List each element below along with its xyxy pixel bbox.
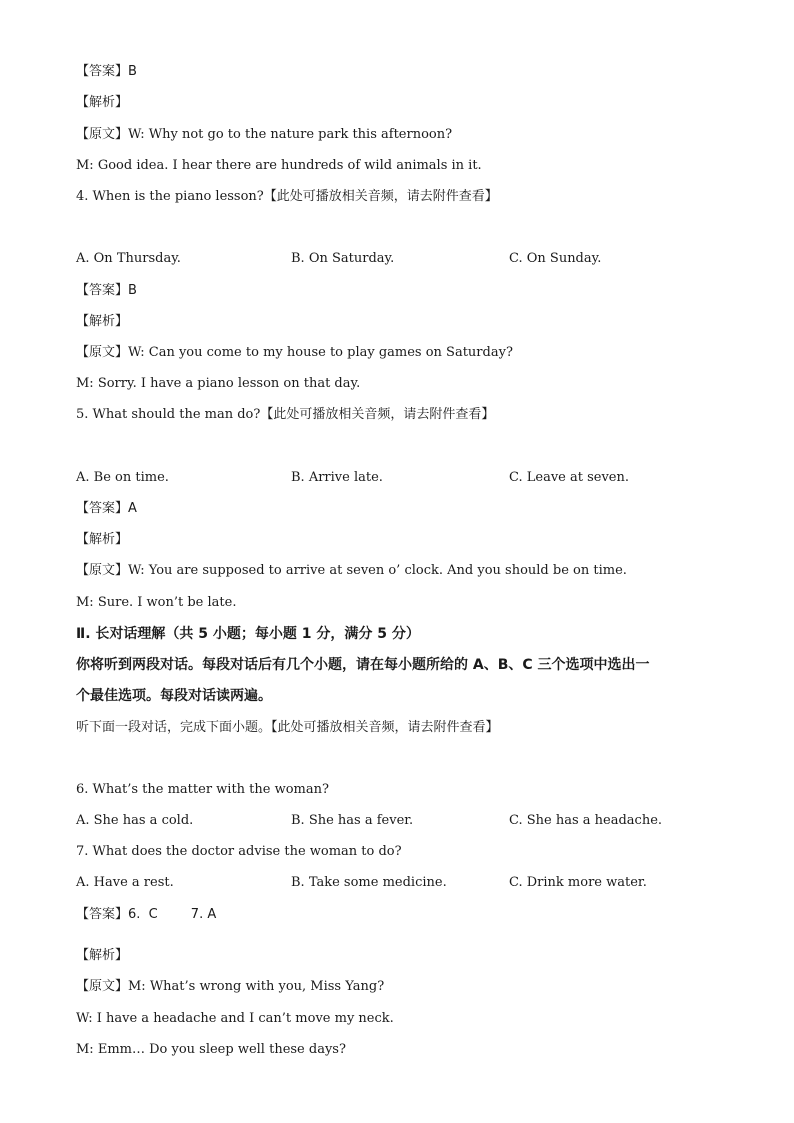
q3-answer: 【答案】B — [76, 64, 137, 79]
q5-option-c: C. Leave at seven. — [509, 470, 630, 485]
section-heading: Ⅱ. 长对话理解（共 5 小题；每小题 1 分，满分 5 分） — [76, 626, 420, 642]
q3-analysis: 【解析】 — [76, 95, 129, 110]
q7-stem: 7. What does the doctor advise the woman to do? — [76, 844, 402, 859]
q6-stem: 6. What’s the matter with the woman? — [76, 782, 329, 797]
q4-stem-line — [76, 189, 498, 205]
q7-option-b: B. Take some medicine. — [291, 875, 447, 890]
q5-option-b: B. Arrive late. — [291, 470, 383, 485]
q67-script-1: 【原文】M: What’s wrong with you, Miss Yang? — [76, 979, 385, 994]
q4-script-m: M: Sorry. I have a piano lesson on that day. — [76, 376, 361, 391]
q4-audio-note: 【此处可播放相关音频，请去附件查看】 — [263, 189, 498, 204]
q5-answer: 【答案】A — [76, 501, 137, 516]
q6-option-a: A. She has a cold. — [76, 813, 194, 828]
q7-option-a: A. Have a rest. — [76, 875, 174, 890]
q6-option-c: C. She has a headache. — [509, 813, 663, 828]
q3-script-m: M: Good idea. I hear there are hundreds of wild animals in it. — [76, 158, 482, 173]
q6-option-b: B. She has a fever. — [291, 813, 414, 828]
q5-stem-line — [76, 407, 494, 423]
q4-option-a: A. On Thursday. — [76, 251, 181, 266]
section-instruction-1: 你将听到两段对话。每段对话后有几个小题，请在每小题所给的 A、B、C 三个选项中选出一 — [76, 657, 650, 673]
q7-option-c: C. Drink more water. — [509, 875, 647, 890]
q5-script-m: M: Sure. I won’t be late. — [76, 595, 237, 610]
q5-script-w: 【原文】W: You are supposed to arrive at seven o’ clock. And you should be on time. — [76, 563, 627, 578]
q4-option-b: B. On Saturday. — [291, 251, 395, 266]
q5-stem: 5. What should the man do? — [76, 407, 261, 422]
section-instruction-2: 个最佳选项。每段对话读两遍。 — [76, 688, 272, 704]
q3-script-w: 【原文】W: Why not go to the nature park this afternoon? — [76, 127, 453, 142]
q4-option-c: C. On Sunday. — [509, 251, 602, 266]
q67-analysis: 【解析】 — [76, 948, 129, 963]
listen-instruction: 听下面一段对话，完成下面小题。【此处可播放相关音频，请去附件查看】 — [76, 720, 499, 735]
q4-answer: 【答案】B — [76, 283, 137, 298]
q67-script-2: W: I have a headache and I can’t move my neck. — [76, 1011, 394, 1026]
q67-answer: 【答案】6. C 7. A — [76, 907, 217, 922]
q4-stem: 4. When is the piano lesson? — [76, 189, 264, 204]
q5-option-a: A. Be on time. — [76, 470, 169, 485]
q5-audio-note: 【此处可播放相关音频，请去附件查看】 — [260, 407, 495, 422]
q5-analysis: 【解析】 — [76, 532, 129, 547]
q4-script-w: 【原文】W: Can you come to my house to play games on Saturday? — [76, 345, 513, 360]
q67-script-3: M: Emm… Do you sleep well these days? — [76, 1042, 346, 1057]
q4-analysis: 【解析】 — [76, 314, 129, 329]
